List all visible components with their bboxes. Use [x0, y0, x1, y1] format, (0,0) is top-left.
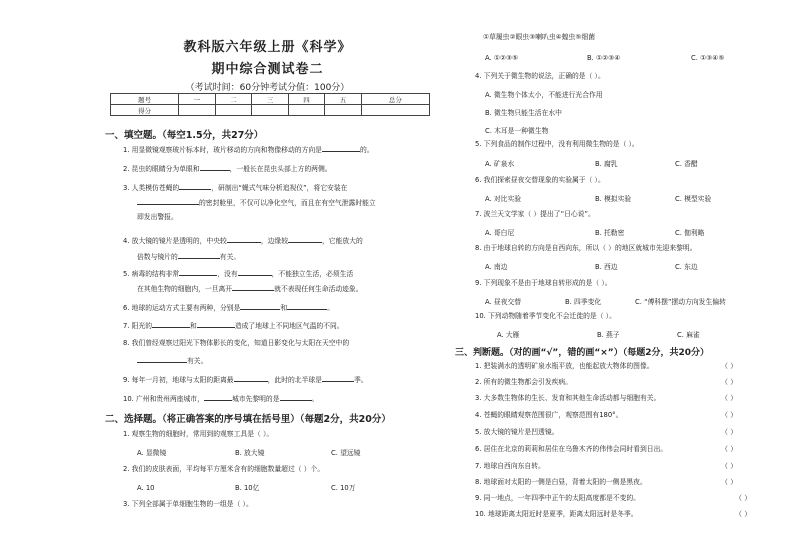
question-text: ，不能独立生活，必须生活	[271, 270, 354, 278]
judge-question: 10. 地球距离太阳近时是夏季，距离太阳远时是冬季。	[475, 510, 638, 518]
judge-question: 9. 同一地点，一年四季中正午的太阳高度都是不变的。	[475, 494, 640, 502]
section3-title: 三、判断题。（对的画“√”，错的画“×”）（每题2分，共20分）	[455, 348, 709, 358]
question-text: 3. 人类模仿苍蝇的	[123, 184, 180, 192]
choice-question: 8. 由于地球自转的方向是自西向东，所以（ ）的地区就城市先迎来黎明。	[475, 244, 697, 252]
score-table-header-row	[111, 94, 430, 105]
question-text: 。	[327, 304, 334, 312]
score-input-cell[interactable]	[252, 105, 289, 116]
answer-blank[interactable]	[287, 302, 327, 310]
choice-question: 7. 波兰天文学家（ ）提出了“日心说”。	[475, 210, 595, 218]
question-text: 1. 用显微镜观察玻片标本时，玻片移动的方向和物像移动的方向是	[123, 146, 322, 154]
question-text: 6. 地球的运动方式主要有两种，分别是	[123, 304, 241, 312]
question-text: 造成了地球上不同地区气温的不同。	[234, 322, 344, 330]
answer-blank[interactable]	[322, 144, 360, 152]
question-text: 2. 昆虫的眼睛分为单眼和	[123, 165, 200, 173]
answer-blank[interactable]	[152, 320, 190, 328]
choice-question: 10. 下列动物随着季节变化不会迁徙的是（ ）。	[475, 312, 616, 320]
answer-blank[interactable]	[200, 163, 230, 171]
question-text: 10. 广州和贵州两座城市，	[123, 395, 204, 403]
answer-blank[interactable]	[280, 393, 312, 401]
answer-paren[interactable]: （ ）	[721, 411, 738, 419]
answer-paren[interactable]: （ ）	[721, 478, 738, 486]
option-a[interactable]: A. ①②③⑤	[485, 54, 519, 62]
option-b[interactable]: B. 燕子	[597, 331, 620, 339]
judge-question: 3. 大多数生物体的生长、发育和其他生命活动都与细胞有关。	[475, 394, 661, 402]
fill-question	[123, 144, 374, 155]
score-table-score-row	[111, 105, 430, 116]
fill-question	[123, 268, 353, 279]
answer-paren[interactable]: （ ）	[721, 445, 738, 453]
option-c[interactable]: C. 10万	[331, 484, 356, 492]
answer-blank[interactable]	[137, 355, 187, 363]
choice-options	[485, 193, 711, 203]
score-input-cell[interactable]	[361, 105, 429, 116]
judge-question: 7. 地球自西向东自转。	[475, 462, 545, 470]
option-a[interactable]: A. 对比实验	[485, 195, 522, 203]
judge-question: 8. 地球面对太阳的一侧是白昼，背着太阳的一侧是黑夜。	[475, 478, 647, 486]
score-input-cell[interactable]	[325, 105, 362, 116]
judge-question: 6. 居住在北京的莉莉和居住在乌鲁木齐的伟伟会同时看到日出。	[475, 445, 668, 453]
option-b[interactable]: B. 腐乳	[595, 160, 618, 168]
fill-question-continued	[137, 197, 376, 208]
answer-paren[interactable]: （ ）	[721, 394, 738, 402]
question-text: ，一般长在昆虫头部上方的两侧。	[229, 165, 332, 173]
choice-question: 5. 下列食品的制作过程中，没有利用微生物的是（ ）。	[475, 140, 639, 148]
score-cell: 四	[288, 94, 325, 105]
option-b[interactable]: B. 10亿	[235, 484, 260, 492]
option-c[interactable]: C. ①③④⑤	[691, 54, 725, 62]
question-text: 的。	[359, 146, 374, 154]
answer-blank[interactable]	[137, 197, 199, 205]
answer-blank[interactable]	[178, 251, 220, 259]
question-text: ，没有	[217, 270, 238, 278]
option-a[interactable]: A. 大雁	[497, 331, 520, 339]
section1-title: 一、填空题。（每空1.5分，共27分）	[105, 130, 264, 141]
question-text: 就不表现任何生命活动迹象。	[274, 285, 363, 293]
section2-title: 二、选择题。（将正确答案的序号填在括号里）（每题2分，共20分）	[105, 414, 391, 425]
choice-options	[137, 482, 356, 492]
choice-options	[137, 447, 360, 457]
option-b[interactable]: B. 放大镜	[235, 449, 265, 457]
fill-question	[123, 163, 332, 174]
judge-question: 5. 放大镜的镜片是凹透镜。	[475, 428, 559, 436]
choice-options	[485, 261, 698, 271]
score-cell: 题号	[111, 94, 179, 105]
answer-blank[interactable]	[322, 374, 354, 382]
fill-question	[123, 320, 344, 331]
choice-question: 2. 我们的皮肤表面，平均每平方厘米含有的细胞数量超过（ ）个。	[123, 465, 325, 473]
question-text: 和	[280, 304, 288, 312]
question-text: 倍数与镜片的	[137, 253, 178, 261]
judge-question: 1. 把装满水的透明矿泉水瓶平放，也能起放大物体的图像。	[475, 362, 654, 370]
option-c[interactable]: C. 香醋	[675, 160, 698, 168]
fill-question	[123, 182, 347, 193]
fill-question-continued	[137, 251, 240, 262]
choice-options	[485, 227, 704, 237]
option-b[interactable]: B. ①②③④	[587, 54, 621, 62]
answer-paren[interactable]: （ ）	[735, 510, 752, 518]
question-text: ，研制出“蝇式气味分析追视仪”，将它安装在	[211, 184, 348, 192]
option-c[interactable]: C. 伽利略	[675, 229, 705, 237]
fill-question-continued	[137, 355, 207, 366]
judge-question: 2. 所有的微生物都会引发疾病。	[475, 378, 573, 386]
option-c[interactable]: C. 望远镜	[331, 449, 361, 457]
score-cell: 二	[215, 94, 252, 105]
option-a[interactable]: A. 昼夜交替	[485, 298, 522, 306]
answer-paren[interactable]: （ ）	[721, 378, 738, 386]
option-b[interactable]: B. 微生物只能生活在水中	[485, 109, 562, 117]
question-text: 城市先黎明的是	[231, 395, 280, 403]
score-cell: 五	[325, 94, 362, 105]
option-b[interactable]: B. 模拟实验	[595, 195, 632, 203]
answer-paren[interactable]: （ ）	[721, 428, 738, 436]
answer-blank[interactable]	[238, 268, 272, 276]
choice-options	[485, 54, 724, 62]
choice-question: 9. 下列现象不是由于地球自转形成的是（ ）。	[475, 279, 612, 287]
answer-blank[interactable]	[197, 320, 235, 328]
question-text: 即发出警报。	[137, 213, 178, 221]
answer-blank[interactable]	[234, 374, 268, 382]
question-text: 有关。	[219, 253, 241, 261]
answer-blank[interactable]	[204, 393, 232, 401]
option-c[interactable]: C. “傅科摆”摆动方向发生偏转	[635, 298, 726, 306]
exam-info: （考试时间：60分钟考试分值：100分）	[185, 83, 350, 93]
choice-question: 3. 下列全部属于单细胞生物的一组是（ ）。	[123, 500, 253, 508]
option-b[interactable]: B. 西边	[595, 263, 618, 271]
fill-question	[123, 339, 349, 348]
paper-subtitle: 期中综合测试卷二	[211, 62, 324, 77]
choice-options	[485, 296, 726, 306]
question-text: 5. 病毒的结构非常	[123, 270, 180, 278]
option-c[interactable]: C. 东边	[675, 263, 698, 271]
option-a[interactable]: A. 哥白尼	[485, 229, 515, 237]
option-a[interactable]: A. 南边	[485, 263, 508, 271]
judge-question: 4. 苍蝇的眼睛观察范围很广，观察范围有180°。	[475, 411, 623, 419]
score-table	[110, 93, 430, 116]
fill-question	[123, 235, 363, 246]
answer-blank[interactable]	[288, 235, 322, 243]
score-cell: 一	[179, 94, 216, 105]
answer-paren[interactable]: （ ）	[721, 362, 738, 370]
choice-question: 6. 我们探索昼夜交替现象的实验属于（ ）。	[475, 176, 605, 184]
score-input-cell[interactable]	[215, 105, 252, 116]
choice-question: 1. 观察生物的细胞时，常用到的观察工具是（ ）。	[123, 430, 274, 438]
fill-question	[123, 374, 368, 385]
answer-blank[interactable]	[232, 283, 274, 291]
answer-blank[interactable]	[179, 268, 217, 276]
fill-question	[123, 302, 334, 313]
choice-question-list: ①草履虫②眼虫③喇叭虫④蝗虫⑤细菌	[483, 33, 596, 41]
choice-options	[485, 158, 698, 168]
option-c[interactable]: C. 模型实验	[675, 195, 712, 203]
score-input-cell[interactable]	[288, 105, 325, 116]
question-text: 9. 每年一月初，地球与太阳的距离最	[123, 376, 234, 384]
question-text: 7. 阳光的	[123, 322, 153, 330]
question-text: 8. 我们曾经观察过阳光下物体影长的变化，知道日影变化与太阳在天空中的	[123, 339, 350, 347]
fill-question-continued	[137, 283, 363, 294]
question-text: ，它能放大的	[322, 237, 363, 245]
option-b[interactable]: B. 四季变化	[565, 298, 602, 306]
score-cell: 总分	[361, 94, 429, 105]
choice-question: 4. 下列关于微生物的说法，正确的是（ ）。	[475, 72, 605, 80]
answer-blank[interactable]	[179, 182, 211, 190]
question-text: 在其他生物的细胞内，一旦离开	[137, 285, 233, 293]
option-b[interactable]: B. 托勒密	[595, 229, 625, 237]
option-a[interactable]: A. 矿泉水	[485, 160, 515, 168]
question-text: 4. 放大镜的镜片是透明的，中央较	[123, 237, 227, 245]
option-a[interactable]: A. 10	[137, 484, 155, 492]
question-text: 有关。	[187, 357, 208, 365]
answer-blank[interactable]	[240, 302, 280, 310]
answer-paren[interactable]: （ ）	[735, 494, 752, 502]
score-cell: 三	[252, 94, 289, 105]
question-text: 季。	[353, 376, 368, 384]
choice-options	[497, 329, 700, 339]
question-text: ，此时的北半球是	[267, 376, 322, 384]
answer-blank[interactable]	[227, 235, 261, 243]
score-input-cell[interactable]	[179, 105, 216, 116]
fill-question	[123, 393, 318, 404]
paper-title: 教科版六年级上册《科学》	[183, 40, 352, 55]
answer-paren[interactable]: （ ）	[721, 462, 738, 470]
question-text: 。	[311, 395, 319, 403]
option-c[interactable]: C. 木耳是一种微生物	[485, 127, 549, 135]
option-a[interactable]: A. 显微镜	[137, 449, 167, 457]
score-cell: 得分	[111, 105, 179, 116]
question-text: 和	[190, 322, 197, 330]
option-a[interactable]: A. 微生物个体太小，不能进行光合作用	[485, 91, 603, 99]
fill-question-continued	[137, 213, 178, 222]
option-c[interactable]: C. 麻雀	[677, 331, 700, 339]
question-text: ，边缘较	[260, 237, 288, 245]
question-text: 的密封舱里，不仅可以净化空气，而且在有空气泄露时能立	[199, 199, 376, 207]
